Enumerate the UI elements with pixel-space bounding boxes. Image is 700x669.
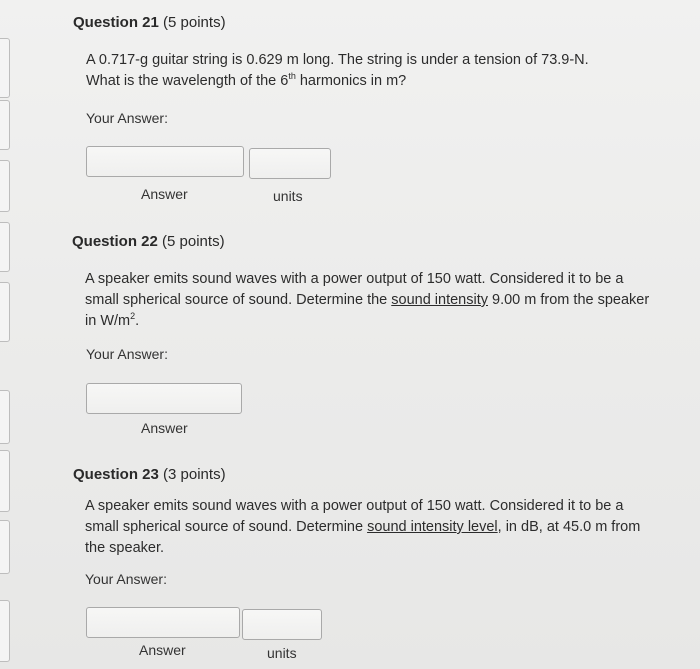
- your-answer-label: Your Answer:: [86, 346, 168, 362]
- your-answer-label: Your Answer:: [86, 110, 168, 126]
- question-number: Question 22: [72, 233, 158, 250]
- question-text-line: .: [135, 313, 140, 329]
- answer-caption: Answer: [141, 420, 188, 436]
- question-text-line: What is the wavelength of the 6: [86, 73, 289, 89]
- question-text-line: A speaker emits sound waves with a power output of 150 watt. Considered it to be a small spherical source of sound. Determine: [85, 498, 624, 535]
- superscript: 2: [130, 311, 136, 322]
- margin-tab[interactable]: [0, 38, 10, 98]
- underlined-term: sound intensity: [391, 292, 488, 308]
- units-caption: units: [273, 188, 303, 204]
- answer-input[interactable]: [86, 607, 240, 638]
- units-input[interactable]: [242, 609, 322, 640]
- question-21-text: [86, 50, 686, 92]
- question-text-line: A speaker emits sound waves with a power output of 150 watt. Considered it to be a small spherical source of sound. Determine the: [85, 271, 624, 308]
- superscript: th: [288, 71, 296, 82]
- underlined-term: sound intensity level: [367, 519, 498, 535]
- question-number: Question 21: [73, 14, 159, 31]
- answer-input[interactable]: [86, 146, 244, 177]
- question-23-title: [73, 466, 226, 483]
- margin-tab[interactable]: [0, 520, 10, 574]
- margin-tab[interactable]: [0, 390, 10, 444]
- question-text-line: A 0.717-g guitar string is 0.629 m long. The string is under a tension of 73.9-N.: [86, 52, 589, 68]
- question-23-text: [85, 496, 645, 559]
- question-points: (3 points): [163, 466, 226, 483]
- question-22-text: [85, 269, 653, 332]
- question-text-line: , in dB, at 45.0 m from the speaker.: [85, 519, 641, 556]
- your-answer-label: Your Answer:: [85, 571, 167, 587]
- question-points: (5 points): [163, 14, 226, 31]
- margin-tab[interactable]: [0, 450, 10, 512]
- margin-tab[interactable]: [0, 282, 10, 342]
- left-margin-controls: [0, 0, 14, 669]
- answer-input[interactable]: [86, 383, 242, 414]
- margin-tab[interactable]: [0, 100, 10, 150]
- answer-caption: Answer: [139, 642, 186, 658]
- units-caption: units: [267, 645, 297, 661]
- units-input[interactable]: [249, 148, 331, 179]
- question-21-title: [73, 14, 226, 31]
- margin-tab[interactable]: [0, 222, 10, 272]
- margin-tab[interactable]: [0, 160, 10, 212]
- question-points: (5 points): [162, 233, 225, 250]
- question-text-line: harmonics in m?: [295, 73, 407, 89]
- question-text-line: 9.00 m from the speaker in W/m: [85, 292, 650, 329]
- question-number: Question 23: [73, 466, 159, 483]
- answer-caption: Answer: [141, 186, 188, 202]
- question-22-title: [72, 233, 225, 250]
- margin-tab[interactable]: [0, 600, 10, 662]
